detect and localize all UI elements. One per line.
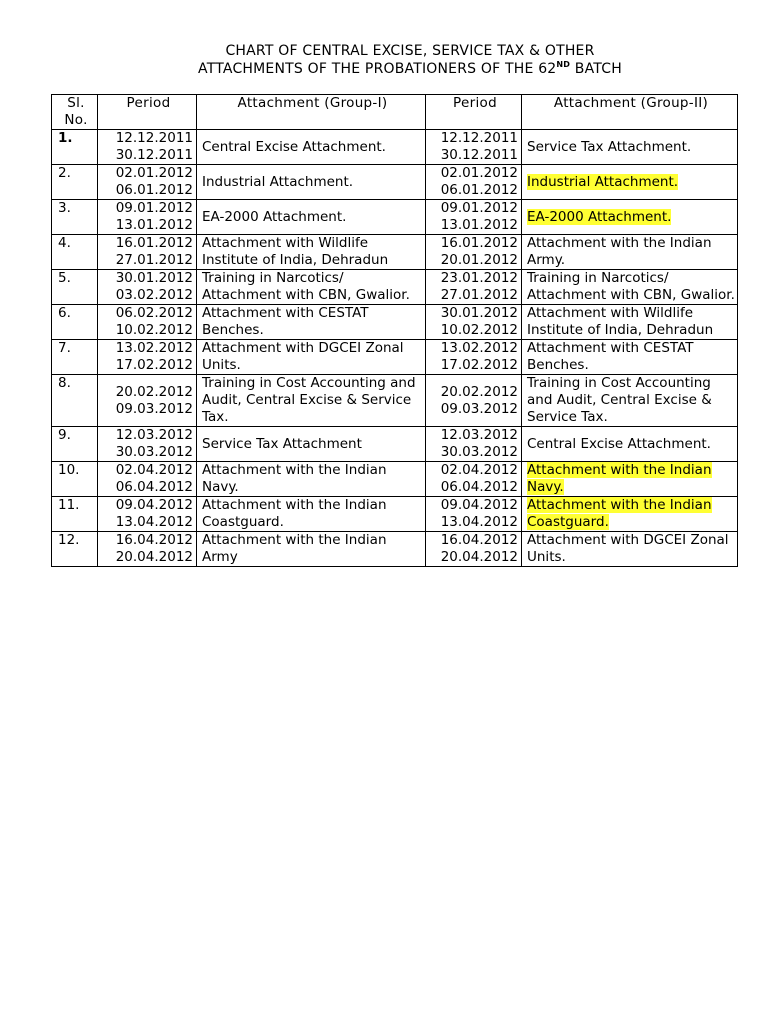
attachment-group-2 [522, 165, 738, 200]
period-from: 09.04.2012 [440, 497, 518, 513]
table-row [52, 305, 738, 340]
row-number: 10. [52, 462, 98, 497]
period-from: 12.12.2011 [115, 130, 193, 146]
period-group-1 [98, 270, 197, 305]
attachment-group-1: Industrial Attachment. [197, 165, 426, 200]
period-from: 13.02.2012 [115, 340, 193, 356]
table-row [52, 497, 738, 532]
period-from: 12.03.2012 [440, 427, 518, 443]
period-group-2 [426, 497, 522, 532]
table-row [52, 427, 738, 462]
period-to: 20.04.2012 [440, 549, 518, 565]
period-to: 20.01.2012 [440, 252, 518, 268]
attachment-group-2: Training in Narcotics/ Attachment with CBN, Gwalior. [522, 270, 738, 305]
title-line-2-suffix: BATCH [570, 61, 622, 77]
period-from: 09.01.2012 [115, 200, 193, 216]
period-from: 23.01.2012 [440, 270, 518, 286]
period-group-2 [426, 532, 522, 567]
period-to: 09.03.2012 [440, 400, 518, 417]
period-group-1 [98, 375, 197, 427]
highlighted-text: EA-2000 Attachment. [527, 208, 672, 225]
row-number: 7. [52, 340, 98, 375]
highlighted-text: Attachment with the Indian Navy. [527, 462, 712, 495]
period-from: 02.01.2012 [440, 165, 518, 181]
period-to: 13.04.2012 [115, 514, 193, 530]
attachment-group-2 [522, 200, 738, 235]
period-from: 02.04.2012 [115, 462, 193, 478]
period-from: 30.01.2012 [115, 270, 193, 286]
period-group-2 [426, 305, 522, 340]
period-to: 30.03.2012 [115, 444, 193, 460]
row-number: 9. [52, 427, 98, 462]
row-number: 5. [52, 270, 98, 305]
period-from: 16.01.2012 [440, 235, 518, 251]
period-group-2 [426, 340, 522, 375]
title-superscript: ND [556, 60, 571, 69]
attachment-group-1: Training in Cost Accounting and Audit, Central Excise & Service Tax. [197, 375, 426, 427]
table-row [52, 200, 738, 235]
table-row [52, 270, 738, 305]
period-to: 17.02.2012 [440, 357, 518, 373]
attachment-group-1: Training in Narcotics/ Attachment with CBN, Gwalior. [197, 270, 426, 305]
header-attachment-group-1: Attachment (Group-I) [197, 95, 426, 130]
period-to: 30.12.2011 [115, 147, 193, 163]
highlighted-text: Attachment with the Indian Coastguard. [527, 497, 712, 530]
period-from: 02.01.2012 [115, 165, 193, 181]
period-to: 10.02.2012 [115, 322, 193, 338]
period-to: 06.01.2012 [115, 182, 193, 198]
attachment-group-2: Service Tax Attachment. [522, 130, 738, 165]
period-to: 03.02.2012 [115, 287, 193, 303]
period-group-1 [98, 305, 197, 340]
period-from: 12.03.2012 [115, 427, 193, 443]
period-to: 06.04.2012 [115, 479, 193, 495]
row-number: 12. [52, 532, 98, 567]
attachment-group-1: Service Tax Attachment [197, 427, 426, 462]
title-line-2 [0, 60, 768, 78]
title-line-2-text: ATTACHMENTS OF THE PROBATIONERS OF THE 62 [198, 61, 557, 77]
attachment-group-2: Attachment with DGCEI Zonal Units. [522, 532, 738, 567]
row-number: 8. [52, 375, 98, 427]
attachment-group-1: Attachment with the Indian Army [197, 532, 426, 567]
attachment-group-1: Attachment with Wildlife Institute of India, Dehradun [197, 235, 426, 270]
period-to: 30.12.2011 [440, 147, 518, 163]
period-group-2 [426, 375, 522, 427]
document-title [0, 42, 768, 78]
attachment-group-1: Central Excise Attachment. [197, 130, 426, 165]
period-to: 27.01.2012 [440, 287, 518, 303]
period-to: 17.02.2012 [115, 357, 193, 373]
period-group-1 [98, 532, 197, 567]
attachment-group-2: Attachment with the Indian Army. [522, 235, 738, 270]
period-to: 20.04.2012 [115, 549, 193, 565]
period-to: 13.01.2012 [115, 217, 193, 233]
period-to: 13.01.2012 [440, 217, 518, 233]
period-from: 02.04.2012 [440, 462, 518, 478]
period-from: 20.02.2012 [115, 383, 193, 400]
period-from: 09.01.2012 [440, 200, 518, 216]
period-group-2 [426, 165, 522, 200]
row-number: 6. [52, 305, 98, 340]
attachment-group-2 [522, 497, 738, 532]
period-to: 06.04.2012 [440, 479, 518, 495]
period-to: 10.02.2012 [440, 322, 518, 338]
period-from: 20.02.2012 [440, 383, 518, 400]
attachment-group-1: Attachment with DGCEI Zonal Units. [197, 340, 426, 375]
period-from: 09.04.2012 [115, 497, 193, 513]
period-group-1 [98, 235, 197, 270]
period-to: 06.01.2012 [440, 182, 518, 198]
period-to: 27.01.2012 [115, 252, 193, 268]
table-row [52, 165, 738, 200]
period-from: 06.02.2012 [115, 305, 193, 321]
period-from: 16.04.2012 [115, 532, 193, 548]
period-from: 12.12.2011 [440, 130, 518, 146]
attachment-group-1: EA-2000 Attachment. [197, 200, 426, 235]
period-group-1 [98, 200, 197, 235]
table-row [52, 462, 738, 497]
table-header-row [52, 95, 738, 130]
period-from: 16.04.2012 [440, 532, 518, 548]
period-group-1 [98, 340, 197, 375]
period-to: 30.03.2012 [440, 444, 518, 460]
period-from: 13.02.2012 [440, 340, 518, 356]
period-group-1 [98, 427, 197, 462]
period-group-2 [426, 270, 522, 305]
table-row [52, 130, 738, 165]
period-group-2 [426, 200, 522, 235]
highlighted-text: Industrial Attachment. [527, 173, 679, 190]
row-number: 4. [52, 235, 98, 270]
table-row [52, 532, 738, 567]
period-group-2 [426, 427, 522, 462]
period-group-2 [426, 235, 522, 270]
period-group-1 [98, 130, 197, 165]
row-number: 3. [52, 200, 98, 235]
period-to: 13.04.2012 [440, 514, 518, 530]
attachment-group-2: Attachment with Wildlife Institute of India, Dehradun [522, 305, 738, 340]
attachment-group-2 [522, 462, 738, 497]
row-number: 11. [52, 497, 98, 532]
attachment-group-2: Central Excise Attachment. [522, 427, 738, 462]
attachment-group-2: Attachment with CESTAT Benches. [522, 340, 738, 375]
attachment-group-2: Training in Cost Accounting and Audit, Central Excise & Service Tax. [522, 375, 738, 427]
attachment-table [51, 94, 738, 567]
header-attachment-group-2: Attachment (Group-II) [522, 95, 738, 130]
period-from: 16.01.2012 [115, 235, 193, 251]
title-line-1: CHART OF CENTRAL EXCISE, SERVICE TAX & OTHER [225, 43, 595, 59]
period-to: 09.03.2012 [115, 400, 193, 417]
table-row [52, 375, 738, 427]
header-sl-no: Sl. No. [52, 95, 98, 130]
row-number: 1. [52, 130, 98, 165]
period-group-1 [98, 497, 197, 532]
header-period-2: Period [426, 95, 522, 130]
header-period-1: Period [98, 95, 197, 130]
period-group-2 [426, 130, 522, 165]
attachment-group-1: Attachment with the Indian Navy. [197, 462, 426, 497]
attachment-group-1: Attachment with CESTAT Benches. [197, 305, 426, 340]
row-number: 2. [52, 165, 98, 200]
period-group-2 [426, 462, 522, 497]
period-group-1 [98, 462, 197, 497]
table-row [52, 235, 738, 270]
period-group-1 [98, 165, 197, 200]
attachment-group-1: Attachment with the Indian Coastguard. [197, 497, 426, 532]
table-row [52, 340, 738, 375]
period-from: 30.01.2012 [440, 305, 518, 321]
